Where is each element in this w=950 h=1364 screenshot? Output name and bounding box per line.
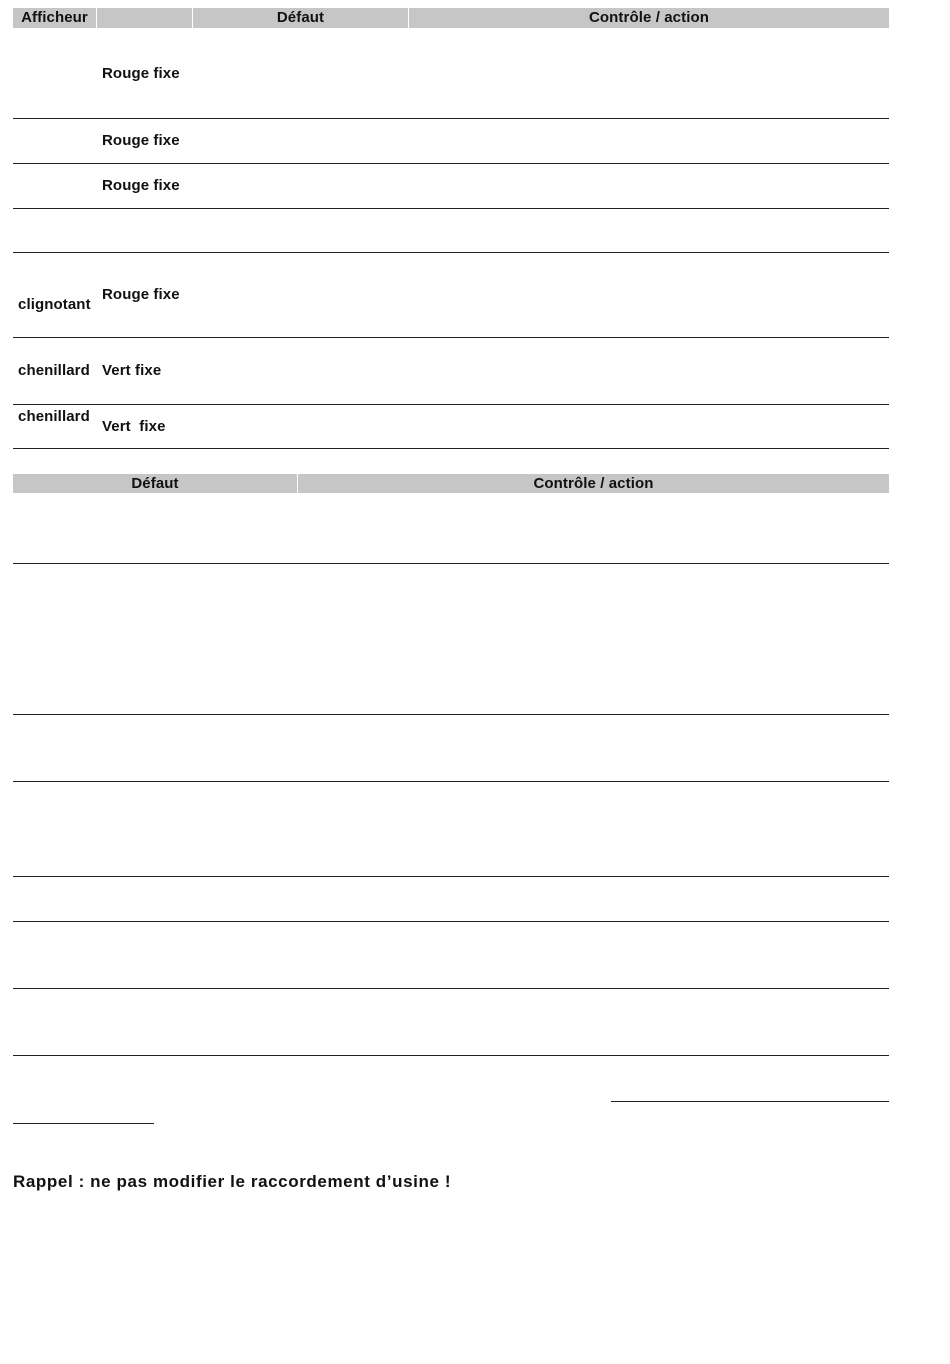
table1-row5-afficheur: clignotant (18, 296, 91, 313)
table1-header-afficheur: Afficheur (13, 8, 96, 28)
table1-row-divider (13, 208, 889, 209)
reminder-note: Rappel : ne pas modifier le raccordement d’usine ! (13, 1172, 452, 1191)
table1-header-blank (97, 8, 192, 28)
table1-row-divider (13, 118, 889, 119)
table1-row5-led: Rouge fixe (102, 286, 180, 303)
fill-in-line-left (13, 1123, 154, 1124)
table1-header-defaut: Défaut (193, 8, 408, 28)
table1-row-divider (13, 448, 889, 449)
table1-row3-led: Rouge fixe (102, 177, 180, 194)
table2-row-divider (13, 876, 889, 877)
table2-row-divider (13, 714, 889, 715)
table1-row6-afficheur: chenillard (18, 362, 90, 379)
table2-row-divider (13, 563, 889, 564)
table1-row6-led: Vert fixe (102, 362, 162, 379)
table1-row-divider (13, 404, 889, 405)
table2-row-divider (13, 781, 889, 782)
fill-in-line-right (611, 1101, 889, 1102)
table2-header-controle: Contrôle / action (298, 474, 889, 493)
table2-header-defaut: Défaut (13, 474, 297, 493)
table1-row-divider (13, 252, 889, 253)
table1-header-controle: Contrôle / action (409, 8, 889, 28)
table2-row-divider (13, 988, 889, 989)
table1-row-divider (13, 337, 889, 338)
table1-row-divider (13, 163, 889, 164)
table2-row-divider (13, 1055, 889, 1056)
table1-row2-led: Rouge fixe (102, 132, 180, 149)
table1-row7-led: Vert fixe (102, 418, 166, 435)
table1-row7-afficheur: chenillard (18, 408, 90, 425)
table2-row-divider (13, 921, 889, 922)
table1-row1-led: Rouge fixe (102, 65, 180, 82)
